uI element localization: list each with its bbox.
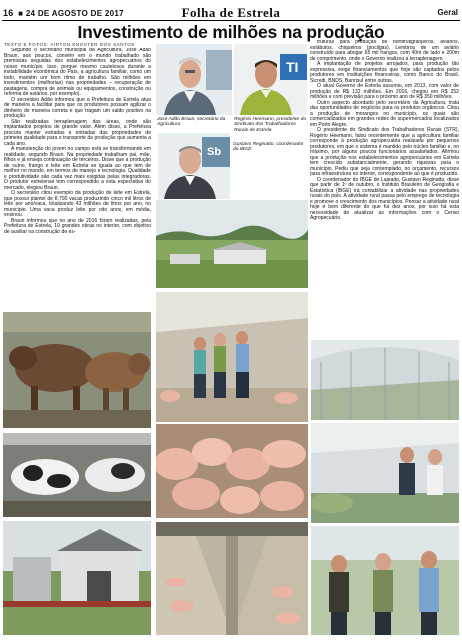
paragraph: truturas para produção de hortifrutigranjeiros, aviários, estábulos, chiqueiros (pocilgas). Lembrou de um aviário construído para abrigar 65 mil frangos, com 40m de lado e 200m de comprimento, onde o Governo realizou a terraplenagem. <box>310 40 459 62</box>
pig-barn-interior-photo <box>156 522 308 635</box>
paragraph: A implantação de projetos arrojados, para produção tão expressiva, exige financiamentos que hoje são captados pelos produtores em instituições financeiras, como Banco do Brasil, Sicredi, BNDS, Banrisul entre outras. <box>310 61 459 84</box>
caption-reginatto: Gustavo Reginatto, coordenador do IBGE <box>233 142 304 153</box>
headline: Investimento de milhões na produção <box>77 22 385 42</box>
portrait-heemann <box>234 44 307 115</box>
portrait-reginatto <box>158 133 230 199</box>
header-rule <box>2 20 460 21</box>
greenhouse-people-photo <box>311 423 459 523</box>
masthead: Folha de Estrela <box>181 5 281 20</box>
article-column-3 <box>310 40 459 336</box>
dairy-photo <box>3 433 151 517</box>
byline: TEXTO E FOTOS: AIRTON ENGSTER DOS SANTOS <box>4 42 135 47</box>
svg-text:Sb: Sb <box>207 146 222 158</box>
paragraph: Segundo o secretário municipal da Agricultura, José Adão Braun, aos poucos, convém em o mundo trabalhado são premissas seguidas dos estabelecimentos agropecuários do nosso município. Isso, porque mesmo cautelosos durante a instabilidade econômica do País, a agricultura familiar, como um todo, mantém um bom ritmo de trabalho. São milhões em investimentos (melhorias) nas propriedades – recuperação de pastagens, compra de animais ou equipamentos, construção ou reforma de aviários, por exemplo). <box>4 48 151 97</box>
paragraph: O atual Governo de Estrela assumiu, em 2013, com valor de produção de R$ 132 milhões. Em 2016, chegou em R$ 252 milhões e com previsão para o próximo ano de R$ 350 milhões. <box>310 83 459 100</box>
paragraph: O coordenador do IBGE de Lajeado, Gustavo Reginatto, disse que partir de 1º de outubro, o Instituto Brasileiro de Geografia e Estatística (IBGE) irá contabilizar a atividade nas propriedades rurais do país. A atividade rural passa pelo emprego de tecnologia e promove o crescimento dos municípios. Pensar a atividade rural hoje é bem diferente do que há dez anos, por isso há esta necessidade de atualizar as informações com o Censo Agropecuário. <box>310 176 459 221</box>
svg-text:TI: TI <box>286 59 299 75</box>
paragraph: Outro aspecto abordado pelo secretário da Agricultura, trata das oportunidades de negócios para os produtos orgânicos. Citou a produção de morangos no município, os quais são comercializados em grandes redes de supermercados localizados em Porto Alegre. <box>310 99 459 128</box>
page-header <box>0 6 462 20</box>
three-men-photo <box>311 526 459 635</box>
cattle-photo <box>3 312 151 428</box>
page-number-date: 16 ■ 24 DE AGOSTO DE 2017 <box>3 8 124 18</box>
paragraph: A manutenção do jovem no campo está se transformando em realidade, segundo Braun. Na propriedade trabalham pai, mãe, filhos e já enseja continuação de terceiros. Disse que a produção de suíno, frango e leite em Estrela se iguala ao que tem de melhor no mundo, em termos de manejo e tecnologia. Qualidade e produtividade são cada vez mais exigidas pelas integradoras. O produtor estrelense tem correspondido a esta expectativa do mercado, elegiou Braun. <box>4 146 151 191</box>
pig-barn-people-photo <box>156 292 308 422</box>
paragraph: O secretário Adão informou que a Prefeitura de Estrela atua de maneira a facilitar para que os produtores possam agilizar o dinheiro de maneira correta e que tragam um saldo positivo na produção. <box>4 96 151 119</box>
paragraph: São realizadas terraplenagem das áreas, onde são implantados projetos de grande valor. Além disso, a Prefeitura procura manter estradas e entradas das propriedades de primeira qualidade para o transporte da produção que aumenta a cada ano. <box>4 118 151 147</box>
portrait-braun <box>156 44 232 115</box>
caption-braun: José Adão Braun, secretário da Agricultura <box>157 117 226 128</box>
barn-photo <box>3 521 151 635</box>
article-column-1 <box>4 48 151 309</box>
greenhouse-photo <box>311 340 459 420</box>
section-label: Geral <box>437 8 458 17</box>
farm-field-photo <box>156 200 308 288</box>
pigs-photo <box>156 424 308 518</box>
caption-heemann: Rogério Heemann, presidente do Sindicato dos Trabalhadores Rurais de Estrela <box>234 117 307 133</box>
paragraph: O secretário citou exemplo da produção de leite em Estrela, que possui plantel de 8.700 vacas produzindo cinco mil litros de leite por ano/vaca, totalizando 43 milhões de litros por ano, no município. Uma vaca produz leite por oito anos, em média, ensinou. <box>4 190 151 218</box>
paragraph: O presidente do Sindicato dos Trabalhadores Rurais (STR), Rogério Heemann, falou recentemente que a agricultura familiar corresponde à produção agropecuária realizada por pequenos produtores, em que o sistema é mantido pelo núcleo familiar e, no máximo, por alguns poucos funcionários assalariados. Afirmou que a produção nos estabelecimentos agropecuários em Estrela tem crescido substancialmente, gerando riquezas para o município. Pediu que seja contemplado, no orçamento, recursos para infraestrutura no interior, correspondente ao que é produzido. <box>310 127 459 177</box>
paragraph: Braun informou que no ano de 2016 foram realizadas, pela Prefeitura de Estrela, 19 grandes obras no interior, com objetivo de auxiliar na construção de es- <box>4 217 151 235</box>
